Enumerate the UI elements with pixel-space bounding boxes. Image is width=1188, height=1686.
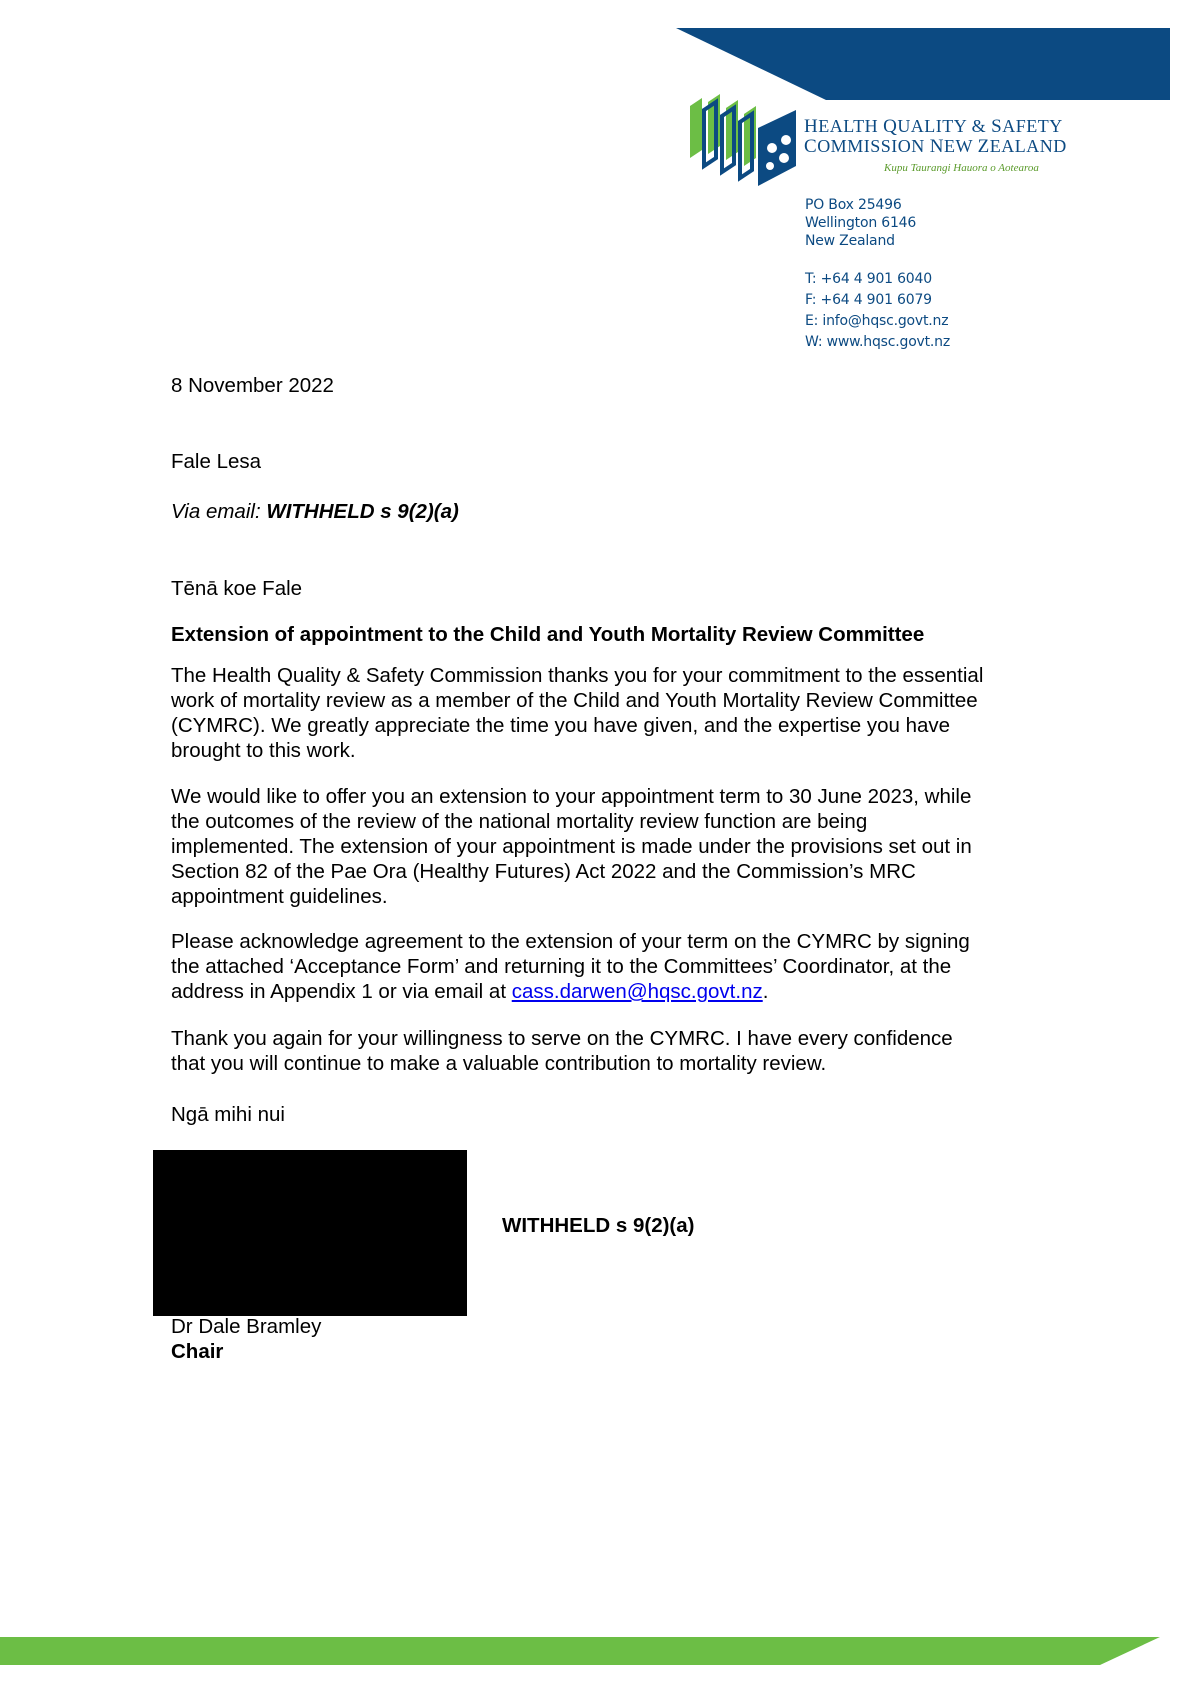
paragraph-1: [171, 663, 1071, 763]
paragraph-3-text: address in Appendix 1 or via email at: [171, 980, 512, 1003]
signatory-name: Dr Dale Bramley: [171, 1315, 322, 1338]
paragraph-2-line: Section 82 of the Pae Ora (Healthy Futures) Act 2022 and the Commission’s MRC: [171, 860, 916, 883]
org-name-line-2: COMMISSION NEW ZEALAND: [804, 136, 1067, 157]
paragraph-3-line: the attached ‘Acceptance Form’ and returning it to the Committees’ Coordinator, at the: [171, 955, 952, 978]
via-email-withheld: WITHHELD s 9(2)(a): [266, 500, 459, 523]
paragraph-2: [171, 784, 1071, 909]
signature-withheld-note: WITHHELD s 9(2)(a): [502, 1214, 695, 1237]
paragraph-2-line: implemented. The extension of your appointment is made under the provisions set out in: [171, 835, 972, 858]
recipient-name: Fale Lesa: [171, 450, 262, 473]
contact-phone: T: +64 4 901 6040: [805, 271, 932, 287]
contact-city: Wellington 6146: [805, 215, 917, 231]
contact-po-box: PO Box 25496: [805, 197, 902, 213]
paragraph-1-line: (CYMRC). We greatly appreciate the time you have given, and the expertise you have: [171, 714, 951, 737]
signature-redaction-block: [153, 1150, 467, 1316]
via-email-label: Via email:: [171, 500, 267, 523]
letter-subject: Extension of appointment to the Child and Youth Mortality Review Committee: [171, 623, 925, 646]
via-email-line: [171, 499, 459, 524]
contact-web: W: www.hqsc.govt.nz: [805, 334, 951, 350]
signatory-title: Chair: [171, 1340, 224, 1363]
paragraph-1-line: brought to this work.: [171, 739, 356, 762]
paragraph-2-line: We would like to offer you an extension to your appointment term to 30 June 2023, while: [171, 785, 972, 808]
paragraph-4-line: that you will continue to make a valuable contribution to mortality review.: [171, 1052, 827, 1075]
letter-date: 8 November 2022: [171, 374, 334, 397]
paragraph-3: [171, 929, 1071, 1004]
coordinator-email-link[interactable]: cass.darwen@hqsc.govt.nz: [511, 980, 763, 1003]
org-maori-name: Kupu Taurangi Hauora o Aotearoa: [884, 162, 1039, 174]
paragraph-3-period: .: [762, 980, 769, 1003]
greeting: Tēnā koe Fale: [171, 577, 303, 600]
footer-green-bar: [0, 1637, 1170, 1665]
contact-country: New Zealand: [805, 233, 895, 249]
contact-fax: F: +64 4 901 6079: [805, 292, 932, 308]
contact-email: E: info@hqsc.govt.nz: [805, 313, 949, 329]
closing: Ngā mihi nui: [171, 1103, 285, 1126]
paragraph-3-line: Please acknowledge agreement to the extension of your term on the CYMRC by signing: [171, 930, 970, 953]
paragraph-4: [171, 1026, 1071, 1076]
paragraph-3-line: [171, 979, 1071, 1004]
paragraph-2-line: appointment guidelines.: [171, 885, 388, 908]
org-name-line-1: HEALTH QUALITY & SAFETY: [804, 116, 1063, 137]
paragraph-1-line: work of mortality review as a member of the Child and Youth Mortality Review Committee: [171, 689, 978, 712]
paragraph-4-line: Thank you again for your willingness to serve on the CYMRC. I have every confidence: [171, 1027, 953, 1050]
paragraph-2-line: the outcomes of the review of the national mortality review function are being: [171, 810, 868, 833]
hqsc-logo-icon: [688, 88, 800, 188]
paragraph-1-line: The Health Quality & Safety Commission thanks you for your commitment to the essential: [171, 664, 984, 687]
